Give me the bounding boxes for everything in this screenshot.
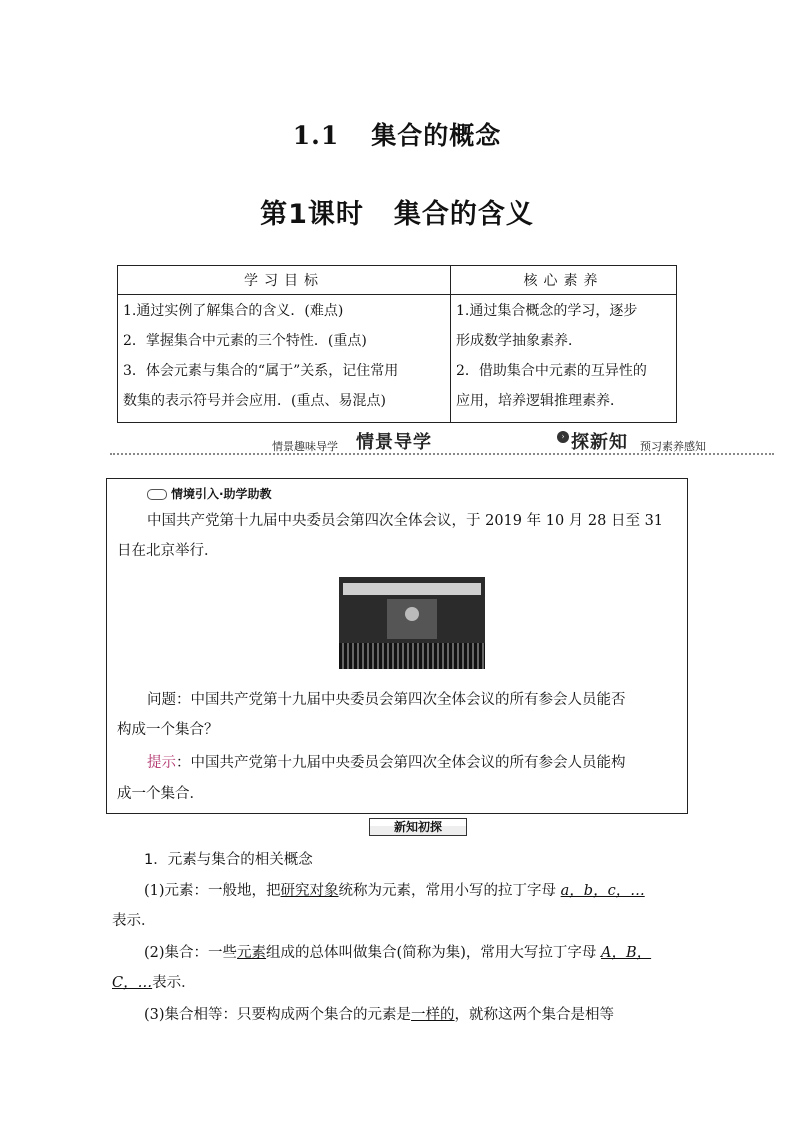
goals-header-learning: 学习目标 [118,266,451,295]
p2-letters-2: C，… [112,975,153,991]
literacy-goal-line: 应用，培养逻辑推理素养． [456,393,624,409]
photo-audience [339,643,485,669]
intro-line-1: 中国共产党第十九届中央委员会第四次全体会议，于 2019 年 10 月 28 日至 31 [147,513,664,529]
hint-text-1: ：中国共产党第十九届中央委员会第四次全体会议的所有参会人员能构 [176,755,626,771]
banner-left-caption: 情景趣味导学 [272,440,338,453]
paragraph-equal-sets [144,998,614,1032]
question-line-1: 问题：中国共产党第十九届中央委员会第四次全体会议的所有参会人员能否 [147,692,626,708]
p1-continuation: 表示． [112,913,156,929]
banner-right-caption: 预习素养感知 [640,440,706,453]
banner-title-right: 探新知 [571,432,628,453]
p2-underlined: 元素 [237,945,267,961]
party-emblem-icon [405,607,419,621]
section-title-text: 集合的概念 [371,121,502,150]
p2-letters-1: A，B， [600,945,652,961]
goals-table [117,265,677,423]
goals-header-literacy: 核心素养 [451,266,677,295]
p2-text-a: (2)集合：一些 [144,945,238,961]
content-heading: 1．元素与集合的相关概念 [144,852,313,868]
literacy-goal-line: 1.通过集合概念的学习，逐步 [456,303,638,319]
lesson-title [0,192,794,231]
p3-text-a: (3)集合相等：只要构成两个集合的元素是 [144,1007,412,1023]
p2-continuation [112,966,196,1000]
photo-banner-screen [343,583,481,595]
section-title [0,116,794,152]
hint-label: 提示 [147,755,176,771]
literacy-goal-line: 2．借助集合中元素的互异性的 [456,363,647,379]
p1-underlined: 研究对象 [280,883,339,899]
learning-goal-line: 3．体会元素与集合的“属于”关系，记住常用 [123,363,399,379]
p1-text-a: (1)元素：一般地，把 [144,883,281,899]
section-banner [110,428,774,458]
literacy-goals-cell [451,295,677,423]
banner-title-left: 情景导学 [356,432,432,453]
p1-letters: a，b，c，… [560,883,645,899]
learning-goal-line: 1.通过实例了解集合的含义．(难点) [123,303,344,319]
paragraph-element [144,874,645,908]
arrow-right-icon: › [557,431,569,443]
question-line-2: 构成一个集合？ [117,722,219,738]
intro-header [147,485,272,502]
hint-line-1 [147,748,626,778]
paragraph-set [144,936,651,970]
p1-text-b: 统称为元素，常用小写的拉丁字母 [338,883,561,899]
literacy-goal-line: 形成数学抽象素养． [456,333,582,349]
learning-goals-cell [118,295,451,423]
intro-header-text: 情境引入·助学助教 [171,487,272,501]
section-number: 1.1 [292,121,340,150]
meeting-photo [339,577,485,669]
lesson-number: 第1课时 [260,199,364,230]
chat-bubble-icon [147,489,167,500]
learning-goal-line: 数集的表示符号并会应用．(重点、易混点) [123,393,386,409]
p3-underlined: 一样的 [411,1007,455,1023]
hint-line-2: 成一个集合． [117,786,204,802]
lesson-title-text: 集合的含义 [393,199,534,230]
p2-text-b: 组成的总体叫做集合(简称为集)，常用大写拉丁字母 [266,945,601,961]
p3-text-b: ，就称这两个集合是相等 [454,1007,615,1023]
intro-line-2: 日在北京举行． [117,543,219,559]
intro-box [106,478,688,814]
learning-goal-line: 2．掌握集合中元素的三个特性．(重点) [123,333,367,349]
section-label: 新知初探 [369,818,467,836]
p2-text-c: 表示． [152,975,196,991]
